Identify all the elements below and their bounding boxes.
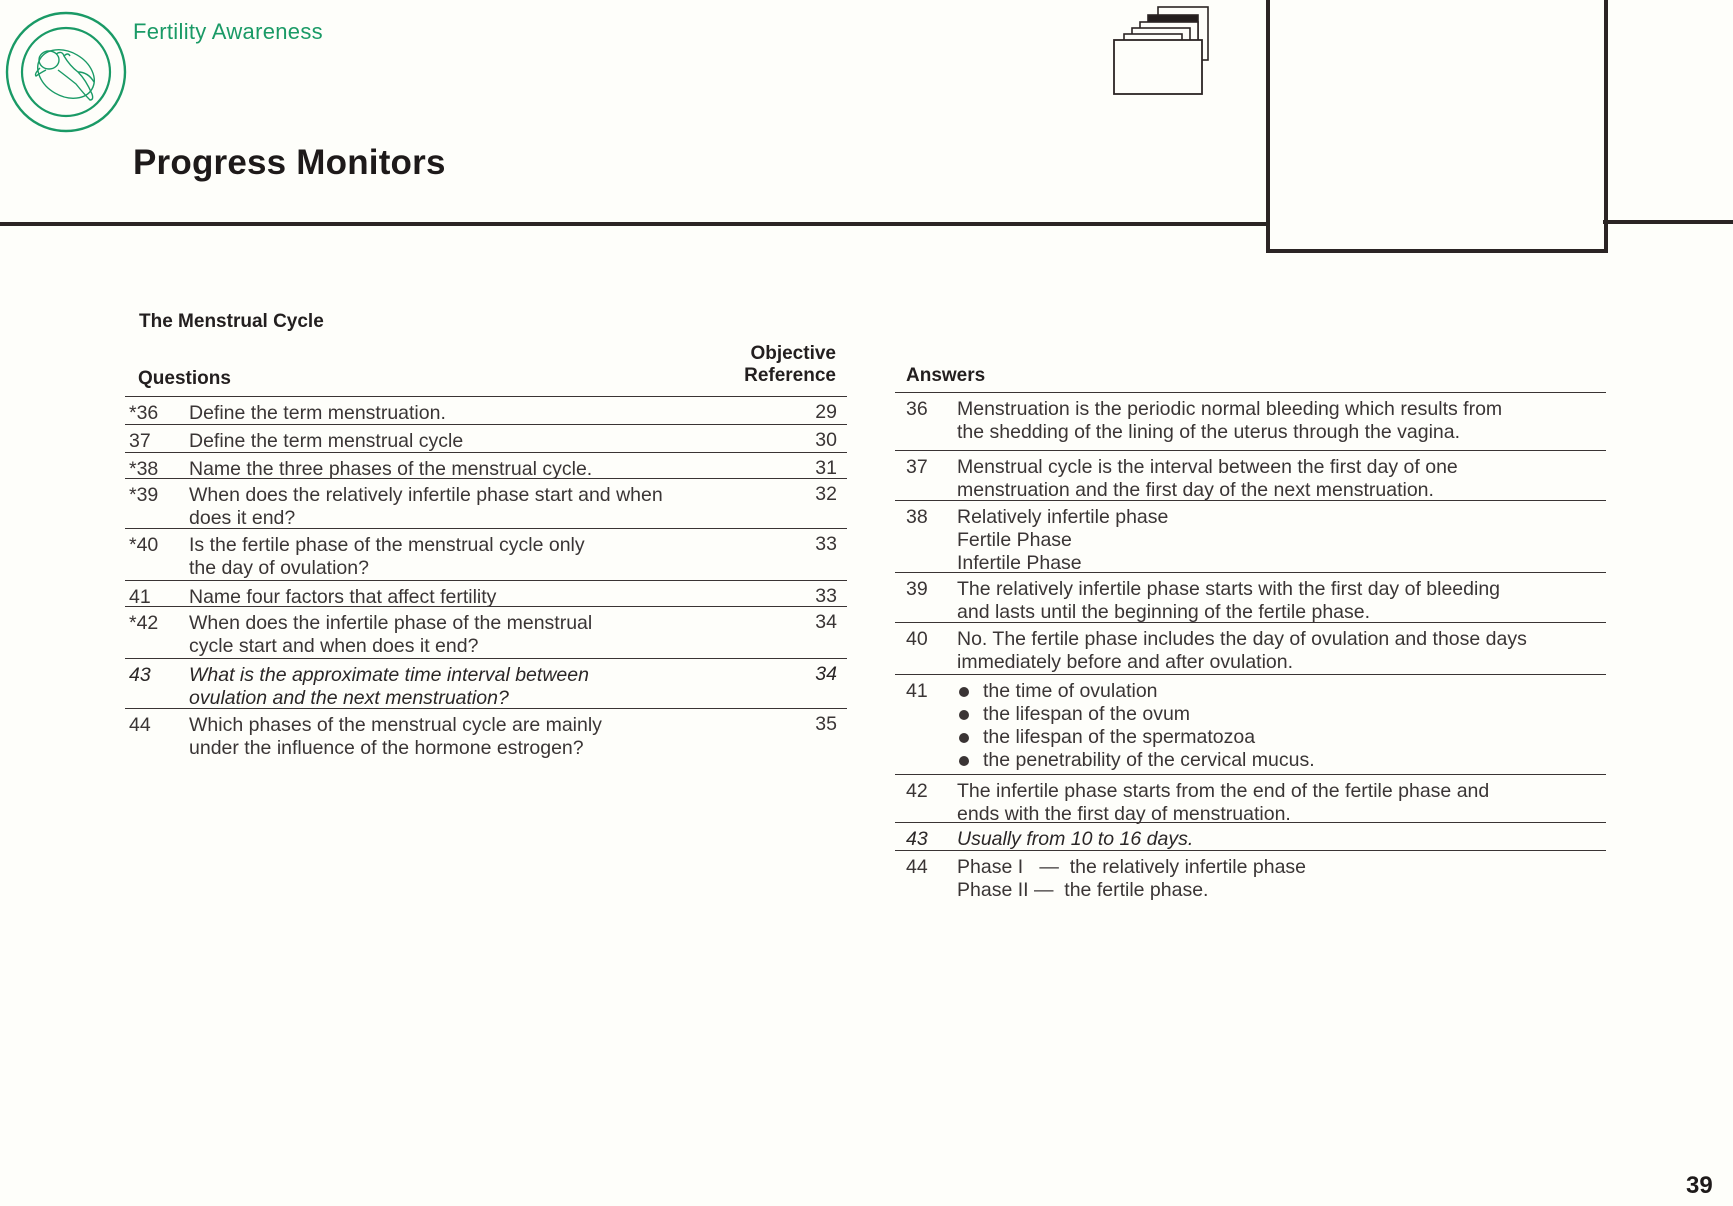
bullet-icon	[959, 733, 969, 743]
question-text	[189, 425, 847, 453]
question-number: *42	[129, 612, 159, 634]
question-number: 41	[129, 586, 151, 608]
answer-text	[957, 451, 1606, 502]
question-number: 37	[129, 430, 151, 452]
answer-row	[895, 622, 1606, 674]
question-text-line: Is the fertile phase of the menstrual cycle only	[189, 534, 585, 556]
question-row	[125, 396, 847, 424]
header-rule-right	[1603, 220, 1733, 224]
question-number: *36	[129, 402, 159, 424]
answer-text	[957, 823, 1606, 851]
answer-text	[957, 851, 1606, 902]
answer-number: 39	[906, 578, 928, 600]
answer-text-line: immediately before and after ovulation.	[957, 651, 1294, 673]
answer-number: 38	[906, 506, 928, 528]
answer-row	[895, 822, 1606, 850]
answer-text	[957, 623, 1606, 674]
question-text-line: cycle start and when does it end?	[189, 635, 479, 657]
answers-table	[895, 392, 1606, 900]
bullet-icon	[959, 687, 969, 697]
questions-table	[125, 396, 847, 768]
answer-text-line: Relatively infertile phase	[957, 506, 1169, 528]
answer-number: 43	[906, 828, 928, 850]
question-text-line: Name four factors that affect fertility	[189, 586, 497, 608]
answer-row	[895, 674, 1606, 774]
question-text	[189, 659, 847, 710]
answer-row	[895, 450, 1606, 500]
answer-bullet-item	[957, 749, 1606, 772]
question-text-line: When does the relatively infertile phase start and when	[189, 484, 663, 506]
objective-reference: 32	[815, 483, 837, 505]
question-text	[189, 529, 847, 580]
question-number: *38	[129, 458, 159, 480]
question-row	[125, 528, 847, 580]
answer-number: 44	[906, 856, 928, 878]
header-rule-left	[0, 222, 1268, 226]
answer-text-line: and lasts until the beginning of the fertile phase.	[957, 601, 1371, 623]
answer-text-line: Infertile Phase	[957, 552, 1082, 574]
answer-text-line: menstruation and the first day of the next menstruation.	[957, 479, 1434, 501]
answers-heading: Answers	[906, 365, 986, 386]
question-row	[125, 658, 847, 708]
question-text-line: Name the three phases of the menstrual cycle.	[189, 458, 593, 480]
question-row	[125, 478, 847, 528]
answer-bullet-item	[957, 680, 1606, 703]
question-text-line: ovulation and the next menstruation?	[189, 687, 509, 709]
answer-text-line: Phase II — the fertile phase.	[957, 879, 1209, 901]
answer-number: 40	[906, 628, 928, 650]
brand-title: Fertility Awareness	[133, 19, 323, 44]
answer-text-line: Menstrual cycle is the interval between the first day of one	[957, 456, 1458, 478]
question-text	[189, 581, 847, 609]
question-row	[125, 424, 847, 452]
objective-reference: 29	[815, 401, 837, 423]
objective-heading-line1: Objective	[750, 343, 836, 364]
answer-row	[895, 572, 1606, 622]
question-text-line: does it end?	[189, 507, 296, 529]
questions-heading: Questions	[138, 368, 231, 389]
answer-row	[895, 774, 1606, 825]
bullet-icon	[959, 756, 969, 766]
objective-reference: 33	[815, 585, 837, 607]
answer-text-line: Usually from 10 to 16 days.	[957, 828, 1194, 850]
answer-row	[895, 500, 1606, 572]
question-number: *40	[129, 534, 159, 556]
bullet-text: the penetrability of the cervical mucus.	[983, 749, 1315, 771]
question-text-line: Define the term menstrual cycle	[189, 430, 464, 452]
answer-text-line: The infertile phase starts from the end of the fertile phase and	[957, 780, 1490, 802]
card-stack-icon	[1112, 6, 1252, 96]
answer-text-line: No. The fertile phase includes the day of ovulation and those days	[957, 628, 1527, 650]
question-row	[125, 606, 847, 658]
answer-text-line: Menstruation is the periodic normal bleeding which results from	[957, 398, 1503, 420]
answer-number: 37	[906, 456, 928, 478]
question-row	[125, 452, 847, 478]
objective-heading-line2: Reference	[744, 365, 836, 386]
answer-bullet-item	[957, 703, 1606, 726]
question-number: 44	[129, 714, 151, 736]
question-text	[189, 479, 847, 530]
question-text-line: What is the approximate time interval between	[189, 664, 589, 686]
question-number: *39	[129, 484, 159, 506]
baby-in-circle-logo-icon	[4, 10, 128, 134]
objective-reference-heading	[720, 343, 836, 387]
question-text-line: Which phases of the menstrual cycle are mainly	[189, 714, 602, 736]
section-title: The Menstrual Cycle	[139, 311, 324, 332]
answer-text-line: ends with the first day of menstruation.	[957, 803, 1291, 825]
question-row	[125, 708, 847, 768]
answer-number: 36	[906, 398, 928, 420]
answer-text	[957, 501, 1606, 575]
objective-reference: 31	[815, 457, 837, 479]
bullet-icon	[959, 710, 969, 720]
answer-text	[957, 775, 1606, 826]
objective-reference: 30	[815, 429, 837, 451]
question-text	[189, 709, 847, 760]
question-text-line: the day of ovulation?	[189, 557, 369, 579]
question-row	[125, 580, 847, 606]
answer-text-line: the shedding of the lining of the uterus through the vagina.	[957, 421, 1461, 443]
objective-reference: 35	[815, 713, 837, 735]
question-text-line: Define the term menstruation.	[189, 402, 446, 424]
objective-reference: 34	[815, 611, 837, 633]
question-text	[189, 607, 847, 658]
header-box	[1266, 0, 1608, 253]
bullet-text: the lifespan of the ovum	[983, 703, 1191, 725]
answer-text	[957, 573, 1606, 624]
question-text-line: under the influence of the hormone estrogen?	[189, 737, 584, 759]
objective-reference: 33	[815, 533, 837, 555]
page-number: 39	[1686, 1172, 1713, 1199]
bullet-text: the time of ovulation	[983, 680, 1158, 702]
answer-text-line: The relatively infertile phase starts with the first day of bleeding	[957, 578, 1501, 600]
answer-text-line: Phase I — the relatively infertile phase	[957, 856, 1307, 878]
question-number: 43	[129, 664, 151, 686]
page-title: Progress Monitors	[133, 143, 446, 182]
answer-text	[957, 393, 1606, 444]
question-text	[189, 397, 847, 425]
answer-row	[895, 392, 1606, 450]
answer-text	[957, 675, 1606, 772]
bullet-text: the lifespan of the spermatozoa	[983, 726, 1256, 748]
answer-bullet-item	[957, 726, 1606, 749]
answer-text-line: Fertile Phase	[957, 529, 1072, 551]
question-text	[189, 453, 847, 481]
answer-number: 41	[906, 680, 928, 702]
question-text-line: When does the infertile phase of the menstrual	[189, 612, 593, 634]
answer-row	[895, 850, 1606, 900]
objective-reference: 34	[815, 663, 837, 685]
answer-number: 42	[906, 780, 928, 802]
